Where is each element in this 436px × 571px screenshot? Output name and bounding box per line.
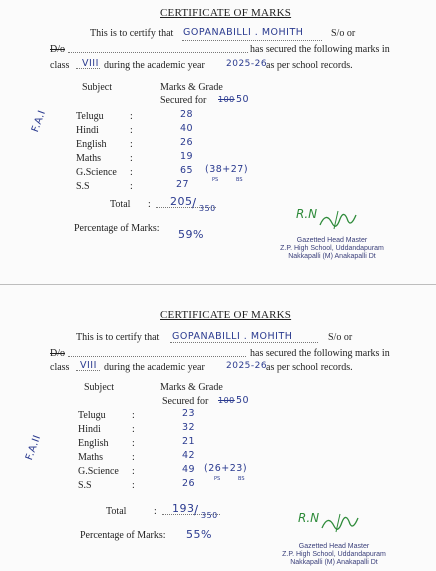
total-max: 350 (201, 511, 218, 520)
science-bs-label: BS (236, 177, 243, 183)
daughter-of-text: D/o (50, 44, 65, 55)
stamp-title: Gazetted Head Master (298, 543, 370, 550)
subject-name: S.S (76, 181, 90, 192)
colon: : (130, 153, 133, 164)
struck-max: 100 (218, 396, 235, 405)
marks-header: Marks & Grade (160, 382, 223, 393)
signature: R.N (298, 511, 320, 525)
year-text: during the academic year (104, 362, 205, 373)
mark-list (182, 407, 195, 491)
subject-mark: 42 (182, 450, 196, 461)
son-of-text: S/o or (328, 332, 353, 343)
subject-list (76, 110, 117, 194)
colon: : (130, 167, 133, 178)
science-breakdown: (38+27) (205, 164, 249, 175)
student-name: GOPANABILLI . MOHITH (183, 27, 304, 38)
subject-mark: 40 (180, 123, 194, 134)
science-ps-label: PS (214, 476, 221, 482)
subject-mark: 26 (182, 478, 196, 489)
colon: : (132, 480, 135, 491)
total-colon: : (154, 506, 157, 517)
name-line (170, 342, 318, 343)
certificate-title: CERTIFICATE OF MARKS (160, 7, 292, 19)
subject-mark: 21 (182, 436, 196, 447)
subject-name: Maths (76, 153, 101, 164)
subject-mark: 65 (180, 165, 194, 176)
daughter-of-text: D/o (50, 348, 65, 359)
total-label: Total (106, 506, 127, 517)
subject-mark: 26 (180, 137, 194, 148)
stamp-school: Z.P. High School, Uddandapuram (280, 245, 384, 252)
subject-mark: 28 (180, 109, 194, 120)
subject-mark: 49 (182, 464, 196, 475)
certificate-title: CERTIFICATE OF MARKS (160, 309, 292, 321)
year-value: 2025-26 (226, 361, 268, 371)
certificate-2 (0, 286, 436, 571)
parent-line (68, 52, 248, 53)
subject-name: S.S (78, 480, 92, 491)
subject-name: Telugu (78, 410, 106, 421)
signature: R.N (296, 207, 318, 221)
percentage-label: Percentage of Marks: (80, 530, 166, 541)
total-max: 350 (199, 204, 216, 213)
total-value: 193 (172, 502, 195, 515)
colon-list (132, 409, 135, 493)
percentage-value: 59% (178, 228, 204, 241)
certificate-1 (0, 0, 436, 285)
year-text: during the academic year (104, 60, 205, 71)
colon: : (130, 125, 133, 136)
colon: : (132, 424, 135, 435)
subject-name: Hindi (78, 424, 101, 435)
subject-name: Hindi (76, 125, 99, 136)
certify-text: This is to certify that (90, 28, 174, 39)
subject-header: Subject (84, 382, 114, 393)
certify-text: This is to certify that (76, 332, 160, 343)
stamp-address: Nakkapalli (M) Anakapalli Dt (290, 559, 378, 566)
class-label: class (50, 362, 70, 373)
colon: : (130, 181, 133, 192)
colon: : (132, 438, 135, 449)
total-label: Total (110, 199, 131, 210)
subject-name: English (78, 438, 109, 449)
percentage-value: 55% (186, 528, 212, 541)
headmaster-stamp (262, 237, 402, 261)
signature-scribble (292, 508, 362, 538)
class-label: class (50, 60, 70, 71)
class-value: VIII (80, 360, 97, 371)
subject-name: English (76, 139, 107, 150)
subject-name: G.Science (78, 466, 119, 477)
subject-mark: 19 (180, 151, 194, 162)
total-value: 205 (170, 195, 193, 208)
colon-list (130, 110, 133, 194)
mark-list (176, 108, 194, 192)
son-of-text: S/o or (331, 28, 356, 39)
class-value: VIII (82, 58, 99, 69)
subject-list (78, 409, 119, 493)
subject-mark: 27 (176, 179, 190, 190)
total-slash: / (192, 196, 197, 210)
colon: : (132, 410, 135, 421)
percentage-label: Percentage of Marks: (74, 223, 160, 234)
subject-header: Subject (82, 82, 112, 93)
secured-for-header: Secured for (160, 95, 207, 106)
science-ps-label: PS (212, 177, 219, 183)
total-slash: / (194, 503, 199, 517)
colon: : (132, 452, 135, 463)
max-marks: 50 (236, 94, 250, 105)
assessment-label: F.A.II (24, 433, 44, 462)
colon: : (130, 111, 133, 122)
student-name: GOPANABILLI . MOHITH (172, 331, 293, 342)
stamp-address: Nakkapalli (M) Anakapalli Dt (288, 253, 376, 260)
stamp-title: Gazetted Head Master (296, 237, 368, 244)
total-colon: : (148, 199, 151, 210)
headmaster-stamp (264, 543, 404, 567)
stamp-school: Z.P. High School, Uddandapuram (282, 551, 386, 558)
records-text: as per school records. (266, 362, 353, 373)
secured-text: has secured the following marks in (250, 44, 390, 55)
signature-scribble (290, 205, 360, 235)
records-text: as per school records. (266, 60, 353, 71)
marks-header: Marks & Grade (160, 82, 223, 93)
science-breakdown: (26+23) (204, 463, 248, 474)
secured-for-header: Secured for (162, 396, 209, 407)
colon: : (132, 466, 135, 477)
year-value: 2025-26 (226, 59, 268, 69)
parent-line (68, 356, 246, 357)
subject-name: Telugu (76, 111, 104, 122)
max-marks: 50 (236, 395, 250, 406)
subject-mark: 32 (182, 422, 196, 433)
struck-max: 100 (218, 95, 235, 104)
subject-mark: 23 (182, 408, 196, 419)
secured-text: has secured the following marks in (250, 348, 390, 359)
page-divider (0, 284, 436, 285)
subject-name: G.Science (76, 167, 117, 178)
science-bs-label: BS (238, 476, 245, 482)
assessment-label: F.A.I (30, 108, 49, 134)
colon: : (130, 139, 133, 150)
subject-name: Maths (78, 452, 103, 463)
